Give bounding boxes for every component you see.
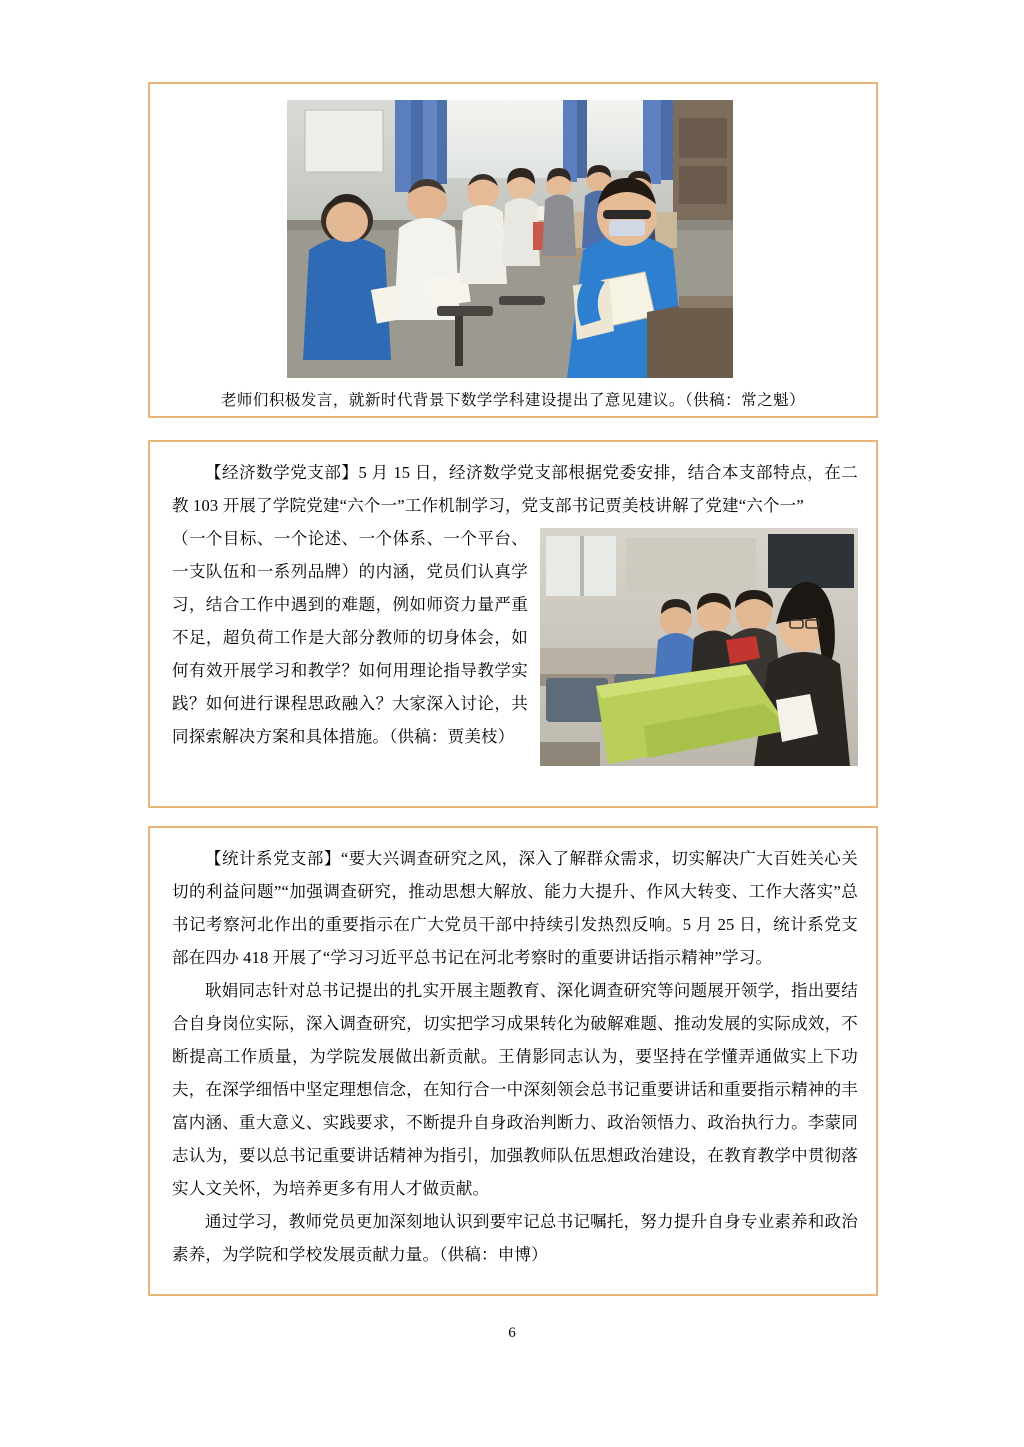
photo-caption-1: 老师们积极发言，就新时代背景下数学学科建设提出了意见建议。（供稿：常之魁） [220,392,806,409]
econ-paragraph-part1: 【经济数学党支部】5 月 15 日，经济数学党支部根据党委安排，结合本支部特点，在二教 103 开展了学院党建“六个一”工作机制学习，党支部书记贾美枝讲解了党建“六个一” [172,463,858,515]
stats-paragraph-2: 耿娟同志针对总书记提出的扎实开展主题教育、深化调查研究等问题展开领学，指出要结合自身岗位实际，深入调查研究，切实把学习成果转化为破解难题、推动发展的实际成效，不断提高工作质量，为学院发展做出新贡献。王倩影同志认为，要坚持在学懂弄通做实上下功夫，在深学细悟中坚定理想信念，在知行合一中深刻领会总书记重要讲话和重要指示精神的丰富内涵、重大意义、实践要求，不断提升自身政治判断力、政治领悟力、政治执行力。李蒙同志认为，要以总书记重要讲话精神为指引，加强教师队伍思想政治建设，在教育教学中贯彻落实人文关怀，为培养更多有用人才做贡献。 [172,981,858,1198]
econ-branch-text-block [172,456,858,770]
econ-branch-study-photo [540,528,858,766]
meeting-room-photo [287,100,733,378]
stats-branch-text-block [172,842,858,1271]
stats-paragraph-3: 通过学习，教师党员更加深刻地认识到要牢记总书记嘱托，努力提升自身专业素养和政治素养，为学院和学校发展贡献力量。（供稿：申博） [172,1212,858,1264]
econ-branch-section [148,440,878,808]
photo-section-1 [148,82,878,418]
stats-branch-section [148,826,878,1296]
stats-paragraph-1: 【统计系党支部】“要大兴调查研究之风，深入了解群众需求，切实解决广大百姓关心关切的利益问题”“加强调查研究，推动思想大解放、能力大提升、作风大转变、工作大落实”总书记考察河北作出的重要指示在广大党员干部中持续引发热烈反响。5 月 25 日，统计系党支部在四办 418 开展了“学习习近平总书记在河北考察时的重要讲话指示精神”学习。 [172,849,858,967]
econ-paragraph-part2: （一个目标、一个论述、一个体系、一个平台、一支队伍和一系列品牌）的内涵，党员们认真学习，结合工作中遇到的难题，例如师资力量严重不足，超负荷工作是大部分教师的切身体会，如何有效开展学习和教学？如何用理论指导教学实践？如何进行课程思政融入？大家深入讨论，共同探索解决方案和具体措施。（供稿：贾美枝） [172,529,528,746]
page-number: 6 [508,1325,516,1341]
